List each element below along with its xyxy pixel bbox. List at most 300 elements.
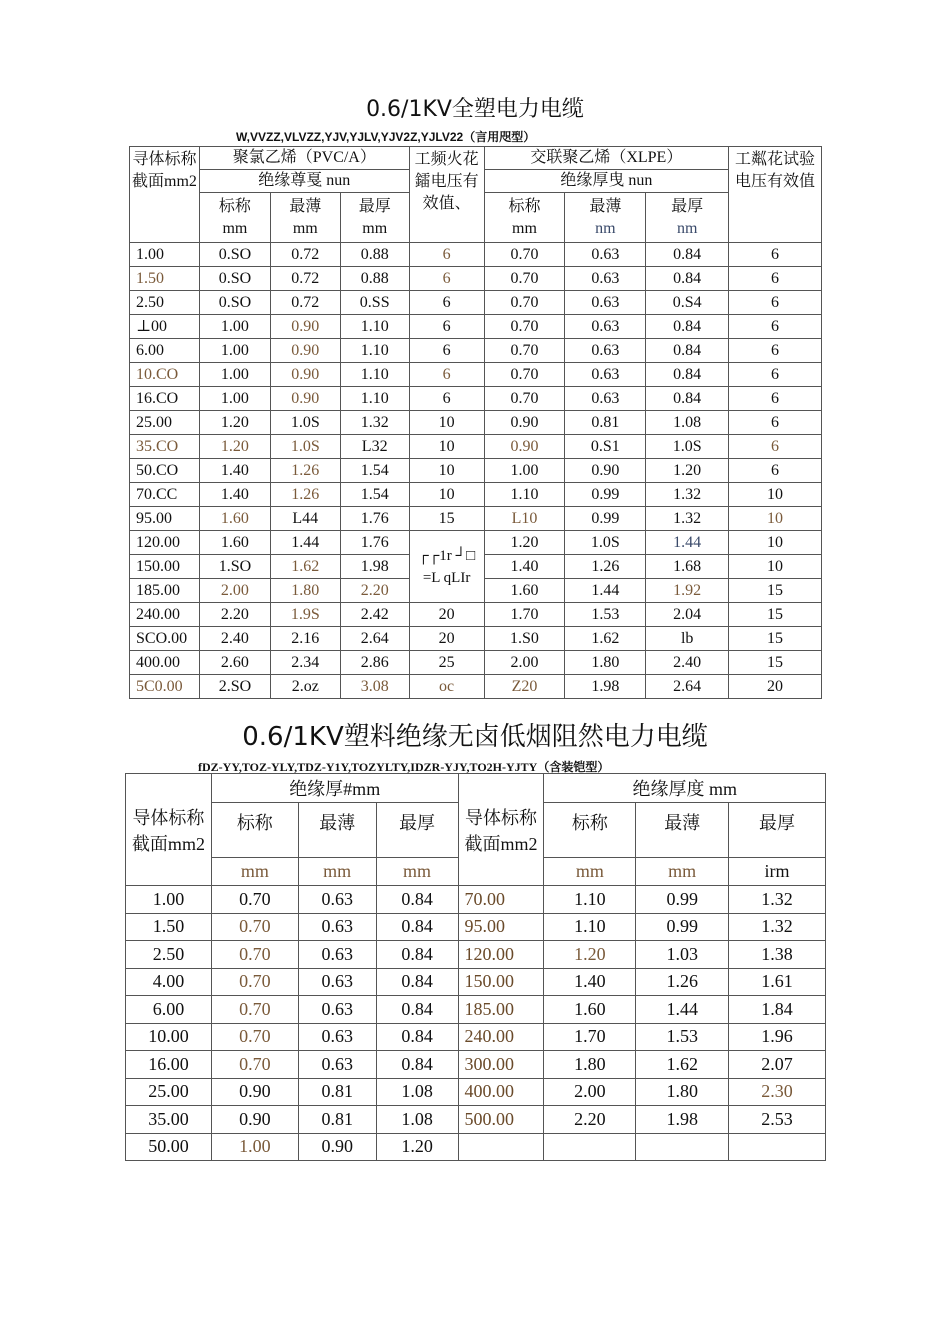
table-cell: 240.00 — [458, 1023, 544, 1051]
table-cell: 6 — [409, 339, 484, 363]
table-row — [126, 913, 826, 941]
table-cell: 0.81 — [298, 1078, 376, 1106]
table-cell: 0.84 — [646, 363, 729, 387]
table-cell: 1.00 — [199, 387, 270, 411]
table-cell: 0.63 — [565, 339, 646, 363]
unit-min-right: mm — [636, 858, 729, 886]
table-cell: 1.20 — [544, 941, 636, 969]
table-cell: 0.63 — [565, 387, 646, 411]
table-cell: 0.81 — [565, 411, 646, 435]
table-cell: 6 — [729, 363, 822, 387]
table-cell: 0.84 — [376, 996, 458, 1024]
table-cell: 0.84 — [646, 267, 729, 291]
table-cell: 2.oz — [270, 675, 340, 699]
table-cell: 95.00 — [458, 913, 544, 941]
table-cell: 6 — [729, 435, 822, 459]
table-cell: 1.32 — [729, 886, 826, 914]
table-cell: 1.70 — [484, 603, 565, 627]
table-cell: 1.44 — [270, 531, 340, 555]
table-cell: 1.98 — [636, 1106, 729, 1134]
table-cell: 0.90 — [484, 411, 565, 435]
header-pvc-group: 聚氯乙烯（PVC/A） — [199, 147, 409, 170]
table-cell: 1.20 — [484, 531, 565, 555]
table-cell: 0.SO — [199, 291, 270, 315]
table-cell: 1.80 — [270, 579, 340, 603]
unit-nominal-right: mm — [544, 858, 636, 886]
table-cell: 5C0.00 — [130, 675, 200, 699]
table-row — [130, 435, 822, 459]
table-cell: 2.60 — [199, 651, 270, 675]
table-cell: 1.08 — [376, 1106, 458, 1134]
table-row — [126, 1078, 826, 1106]
table-cell: 1.80 — [544, 1051, 636, 1079]
table-cell: 1.9S — [270, 603, 340, 627]
table-cell: 1.0S — [270, 411, 340, 435]
table-cell: 1.0S — [270, 435, 340, 459]
table-cell — [729, 1133, 826, 1161]
table-cell — [636, 1133, 729, 1161]
table-row — [126, 996, 826, 1024]
table-cell: 1.76 — [340, 507, 409, 531]
table-cell: 10 — [409, 411, 484, 435]
section1-subtitle: W,VVZZ,VLVZZ,YJV,YJLV,YJV2Z,YJLV22（言用咫型） — [236, 130, 536, 144]
unit-nominal-left: mm — [211, 858, 298, 886]
table-row — [130, 243, 822, 267]
table-cell: 15 — [729, 651, 822, 675]
table-cell: 0.90 — [298, 1133, 376, 1161]
table-cell: 1.92 — [646, 579, 729, 603]
unit-min-left: mm — [298, 858, 376, 886]
table-cell: 6.00 — [130, 339, 200, 363]
table-cell: 2.00 — [484, 651, 565, 675]
table-cell: 15 — [729, 579, 822, 603]
table-cell: 1.60 — [199, 531, 270, 555]
table-cell: 2.07 — [729, 1051, 826, 1079]
table-cell: 1.54 — [340, 459, 409, 483]
table-cell: 1.62 — [270, 555, 340, 579]
table-cell: 1.10 — [340, 363, 409, 387]
table-cell: 2.40 — [199, 627, 270, 651]
table-cell: 2.30 — [729, 1078, 826, 1106]
table-cell: 3.08 — [340, 675, 409, 699]
table-cell: 2.00 — [544, 1078, 636, 1106]
table-cell: 1.0S — [565, 531, 646, 555]
table-cell: 1.20 — [376, 1133, 458, 1161]
table-cell: 25.00 — [130, 411, 200, 435]
table-cell: lb — [646, 627, 729, 651]
table-cell: 0.63 — [298, 968, 376, 996]
table-cell: 16.CO — [130, 387, 200, 411]
table-cell: 0.84 — [376, 1051, 458, 1079]
table-cell: 1.20 — [199, 411, 270, 435]
table-cell: 1.26 — [270, 459, 340, 483]
table-cell: 1.03 — [636, 941, 729, 969]
table-cell: 10.00 — [126, 1023, 212, 1051]
table-row — [130, 339, 822, 363]
header-conductor-size: 寻体标称截面mm2 — [130, 147, 200, 243]
table-cell: 0.90 — [270, 363, 340, 387]
table-cell: 1.62 — [565, 627, 646, 651]
table-cell: 0.70 — [484, 267, 565, 291]
table-cell: 2.16 — [270, 627, 340, 651]
table-cell: 1.53 — [636, 1023, 729, 1051]
table-cell: 1.70 — [544, 1023, 636, 1051]
table-cell: 1.00 — [199, 363, 270, 387]
table-cell: 1.32 — [646, 483, 729, 507]
table-cell: 10 — [729, 483, 822, 507]
pvc-xlpe-cable-table — [129, 146, 822, 699]
table-cell: 0.90 — [565, 459, 646, 483]
table-cell: 0.84 — [376, 886, 458, 914]
table-cell: 1.40 — [544, 968, 636, 996]
header-pvc-nominal: 标称 mm — [199, 193, 270, 243]
table-cell: 1.61 — [729, 968, 826, 996]
table-cell: 0.84 — [646, 387, 729, 411]
table-cell: 2.20 — [340, 579, 409, 603]
table-cell: 1.00 — [211, 1133, 298, 1161]
table-cell: 2.42 — [340, 603, 409, 627]
table-cell: 1.SO — [199, 555, 270, 579]
table-cell: 1.32 — [729, 913, 826, 941]
table-cell: 1.10 — [340, 387, 409, 411]
table-cell: 1.98 — [340, 555, 409, 579]
table-cell: 0.90 — [270, 387, 340, 411]
table-cell: 2.SO — [199, 675, 270, 699]
table-cell: 70.CC — [130, 483, 200, 507]
garbled-voltage-cell: ┌┌1r ┘□ =L qLIr — [409, 531, 484, 603]
table-cell: 20 — [409, 603, 484, 627]
table-cell: 15 — [729, 603, 822, 627]
table-cell: 6 — [729, 411, 822, 435]
table-cell: 6 — [729, 267, 822, 291]
header-insulation-left: 绝缘厚#mm — [211, 774, 458, 803]
table-cell: 50.00 — [126, 1133, 212, 1161]
table-cell: 1.40 — [484, 555, 565, 579]
table-cell: 25 — [409, 651, 484, 675]
table-cell: 1.84 — [729, 996, 826, 1024]
header-xlpe-nominal: 标称 mm — [484, 193, 565, 243]
table-cell: 0.70 — [211, 996, 298, 1024]
table-cell: 6 — [729, 339, 822, 363]
table-cell: 1.08 — [376, 1078, 458, 1106]
table-cell: 0.70 — [484, 315, 565, 339]
header-nominal-right: 标称 — [544, 803, 636, 858]
table-cell: 0.63 — [565, 267, 646, 291]
table-cell: 0.70 — [211, 913, 298, 941]
table-cell: 16.00 — [126, 1051, 212, 1079]
table-cell: 1.40 — [199, 459, 270, 483]
table-cell: 400.00 — [130, 651, 200, 675]
table-row — [126, 886, 826, 914]
table-cell: 1.60 — [199, 507, 270, 531]
table-cell: 15 — [409, 507, 484, 531]
header-min-right: 最薄 — [636, 803, 729, 858]
table-cell: 0.72 — [270, 291, 340, 315]
section1-title: 0.6/1KV全塑电力电缆 — [366, 97, 584, 122]
table-row — [130, 603, 822, 627]
table-cell: 1.44 — [646, 531, 729, 555]
table-cell: 1.38 — [729, 941, 826, 969]
table-cell: 1.54 — [340, 483, 409, 507]
table-row — [130, 267, 822, 291]
table-cell: 6 — [729, 243, 822, 267]
header-xlpe-group: 交联聚乙烯（XLPE） — [484, 147, 729, 170]
table-cell: 25.00 — [126, 1078, 212, 1106]
table-cell: 35.CO — [130, 435, 200, 459]
table-cell: 1.00 — [199, 315, 270, 339]
table-cell: 6 — [409, 243, 484, 267]
table-cell: 1.00 — [130, 243, 200, 267]
table-cell: 0.99 — [565, 483, 646, 507]
table-cell: 1.08 — [646, 411, 729, 435]
table-row — [126, 1106, 826, 1134]
table-cell: 50.CO — [130, 459, 200, 483]
table-cell: 0.99 — [636, 886, 729, 914]
table-cell: 1.60 — [484, 579, 565, 603]
table-cell: 1.S0 — [484, 627, 565, 651]
table-row — [130, 411, 822, 435]
table-cell: 0.63 — [565, 315, 646, 339]
table-cell: 2.20 — [544, 1106, 636, 1134]
table-cell: 400.00 — [458, 1078, 544, 1106]
table-cell: 0.88 — [340, 267, 409, 291]
section2-title: 0.6/1KV塑料绝缘无卤低烟阻然电力电缆 — [242, 722, 708, 752]
table-cell: 1.00 — [484, 459, 565, 483]
table-cell: 1.10 — [544, 886, 636, 914]
table-cell: 6 — [409, 291, 484, 315]
table-cell: ⊥00 — [130, 315, 200, 339]
table-cell: 0.84 — [376, 1023, 458, 1051]
table-cell: 500.00 — [458, 1106, 544, 1134]
table-cell: 1.80 — [565, 651, 646, 675]
table-cell — [458, 1133, 544, 1161]
table-cell: 6 — [729, 459, 822, 483]
table-cell: 35.00 — [126, 1106, 212, 1134]
table-cell: 0.84 — [376, 968, 458, 996]
table-cell: 0.90 — [484, 435, 565, 459]
table-cell: 1.32 — [340, 411, 409, 435]
table-cell: 6 — [729, 387, 822, 411]
table-cell: 0.70 — [484, 363, 565, 387]
table-row — [130, 651, 822, 675]
table-cell: 150.00 — [130, 555, 200, 579]
section2-subtitle: fDZ-YY,TOZ-YLY,TDZ-Y1Y,TOZYLTY,IDZR-YJY,TO2H-YJTY（含装铠型） — [198, 760, 610, 774]
table-cell: 1.20 — [646, 459, 729, 483]
header-test-voltage: 工粼花试验电压有效值 — [729, 147, 822, 243]
table-cell: 20 — [409, 627, 484, 651]
header-xlpe-min: 最薄 nm — [565, 193, 646, 243]
table-cell: 6 — [409, 387, 484, 411]
table-cell: 6 — [729, 291, 822, 315]
table-cell: 0.SS — [340, 291, 409, 315]
table-cell: 2.20 — [199, 603, 270, 627]
table-cell: 1.0S — [646, 435, 729, 459]
header-conductor-size-right: 导体标称截面mm2 — [458, 774, 544, 886]
table-cell: 15 — [729, 627, 822, 651]
header-xlpe-max: 最厚 nm — [646, 193, 729, 243]
table-cell: 10 — [409, 435, 484, 459]
table-cell: 0.70 — [484, 291, 565, 315]
table-cell: 0.63 — [565, 291, 646, 315]
table-cell: 6 — [729, 315, 822, 339]
table-cell: 95.00 — [130, 507, 200, 531]
table-cell: 240.00 — [130, 603, 200, 627]
table-cell: 0.84 — [646, 339, 729, 363]
table-cell: 0.84 — [376, 941, 458, 969]
table-row — [126, 968, 826, 996]
table-cell: 10 — [729, 531, 822, 555]
header-pvc-min: 最薄 mm — [270, 193, 340, 243]
table-cell: 1.20 — [199, 435, 270, 459]
table-cell: 185.00 — [130, 579, 200, 603]
table-cell: 1.98 — [565, 675, 646, 699]
table-row — [126, 1133, 826, 1161]
table-cell: SCO.00 — [130, 627, 200, 651]
table-cell: 0.70 — [211, 968, 298, 996]
table-cell: 0.63 — [298, 1023, 376, 1051]
table-cell: 0.99 — [636, 913, 729, 941]
table-row — [130, 675, 822, 699]
table-row — [126, 1023, 826, 1051]
table-cell: L10 — [484, 507, 565, 531]
table-cell: 0.SO — [199, 243, 270, 267]
table-cell: 0.84 — [646, 243, 729, 267]
table-cell: 0.84 — [646, 315, 729, 339]
table-cell: 0.63 — [298, 886, 376, 914]
table-cell: 1.26 — [270, 483, 340, 507]
table-cell: 0.90 — [211, 1078, 298, 1106]
table-cell: 1.50 — [126, 913, 212, 941]
table-cell: 0.81 — [298, 1106, 376, 1134]
table-cell: 0.S1 — [565, 435, 646, 459]
table-cell: 0.72 — [270, 243, 340, 267]
header-spark-voltage: 工频火花鐳电压有效值、 — [409, 147, 484, 243]
table-row — [130, 531, 822, 555]
table-cell: 6 — [409, 363, 484, 387]
table-cell: 0.70 — [484, 339, 565, 363]
table-cell: 1.53 — [565, 603, 646, 627]
table-row — [130, 315, 822, 339]
table-cell: 1.32 — [646, 507, 729, 531]
table-cell: 2.00 — [199, 579, 270, 603]
table-cell: 2.64 — [340, 627, 409, 651]
table-cell: 4.00 — [126, 968, 212, 996]
table-cell: 2.50 — [130, 291, 200, 315]
table-cell: 10 — [729, 555, 822, 579]
header-pvc-thickness: 绝缘尊戛 nun — [199, 170, 409, 193]
table-cell: 2.34 — [270, 651, 340, 675]
table-cell: 0.70 — [484, 387, 565, 411]
table-cell: 0.63 — [565, 363, 646, 387]
table-cell: 0.88 — [340, 243, 409, 267]
halogen-free-cable-table — [125, 773, 826, 1161]
table-cell: 150.00 — [458, 968, 544, 996]
table-cell: 0.SO — [199, 267, 270, 291]
table-row — [130, 627, 822, 651]
table-cell: 120.00 — [458, 941, 544, 969]
table-cell: 0.63 — [565, 243, 646, 267]
table-cell: 0.84 — [376, 913, 458, 941]
table-cell: 120.00 — [130, 531, 200, 555]
header-max-left: 最厚 — [376, 803, 458, 858]
table-cell: 0.70 — [211, 886, 298, 914]
table-cell: 1.60 — [544, 996, 636, 1024]
table-row — [130, 459, 822, 483]
table-cell: 1.10 — [544, 913, 636, 941]
table-cell: 0.63 — [298, 1051, 376, 1079]
table-cell: 2.04 — [646, 603, 729, 627]
table-cell: 6.00 — [126, 996, 212, 1024]
table-cell: 1.26 — [636, 968, 729, 996]
table-cell: 1.96 — [729, 1023, 826, 1051]
header-min-left: 最薄 — [298, 803, 376, 858]
header-insulation-right: 绝缘厚度 mm — [544, 774, 826, 803]
header-conductor-size-left: 导体标称截面mm2 — [126, 774, 212, 886]
table-cell: L32 — [340, 435, 409, 459]
table-cell: Z20 — [484, 675, 565, 699]
table-cell: 6 — [409, 315, 484, 339]
table-cell: L44 — [270, 507, 340, 531]
header-nominal-left: 标称 — [211, 803, 298, 858]
table-cell: 0.70 — [211, 1051, 298, 1079]
table-cell: 0.S4 — [646, 291, 729, 315]
table-cell: 1.10 — [484, 483, 565, 507]
table-cell: 0.63 — [298, 941, 376, 969]
table-cell: 2.64 — [646, 675, 729, 699]
table-cell: 1.26 — [565, 555, 646, 579]
table-cell: 1.10 — [340, 339, 409, 363]
table-cell: 0.72 — [270, 267, 340, 291]
table-cell: oc — [409, 675, 484, 699]
table-cell: 0.63 — [298, 996, 376, 1024]
header-max-right: 最厚 — [729, 803, 826, 858]
table-row — [126, 941, 826, 969]
table-cell: 1.76 — [340, 531, 409, 555]
table-cell: 0.70 — [211, 941, 298, 969]
table-cell: 1.44 — [636, 996, 729, 1024]
header-xlpe-thickness: 绝缘厚曳 nun — [484, 170, 729, 193]
table-cell: 0.90 — [211, 1106, 298, 1134]
table-cell: 10 — [409, 459, 484, 483]
table-cell: 6 — [409, 267, 484, 291]
table-cell: 20 — [729, 675, 822, 699]
table-cell: 0.70 — [211, 1023, 298, 1051]
unit-max-right: irm — [729, 858, 826, 886]
table-cell: 300.00 — [458, 1051, 544, 1079]
table-cell: 0.99 — [565, 507, 646, 531]
header-pvc-max: 最厚 mm — [340, 193, 409, 243]
table-row — [130, 483, 822, 507]
table-cell: 1.68 — [646, 555, 729, 579]
table-row — [130, 363, 822, 387]
table-row — [130, 291, 822, 315]
table-row — [126, 1051, 826, 1079]
table-cell: 0.90 — [270, 339, 340, 363]
table-cell: 1.00 — [199, 339, 270, 363]
table-row — [130, 387, 822, 411]
table-cell: 1.80 — [636, 1078, 729, 1106]
table-cell: 1.10 — [340, 315, 409, 339]
table-cell: 0.70 — [484, 243, 565, 267]
table-cell: 1.44 — [565, 579, 646, 603]
table-cell: 2.86 — [340, 651, 409, 675]
table-cell: 2.50 — [126, 941, 212, 969]
unit-max-left: mm — [376, 858, 458, 886]
table-cell: 10.CO — [130, 363, 200, 387]
table-cell: 1.40 — [199, 483, 270, 507]
table-cell: 70.00 — [458, 886, 544, 914]
table-cell: 10 — [729, 507, 822, 531]
